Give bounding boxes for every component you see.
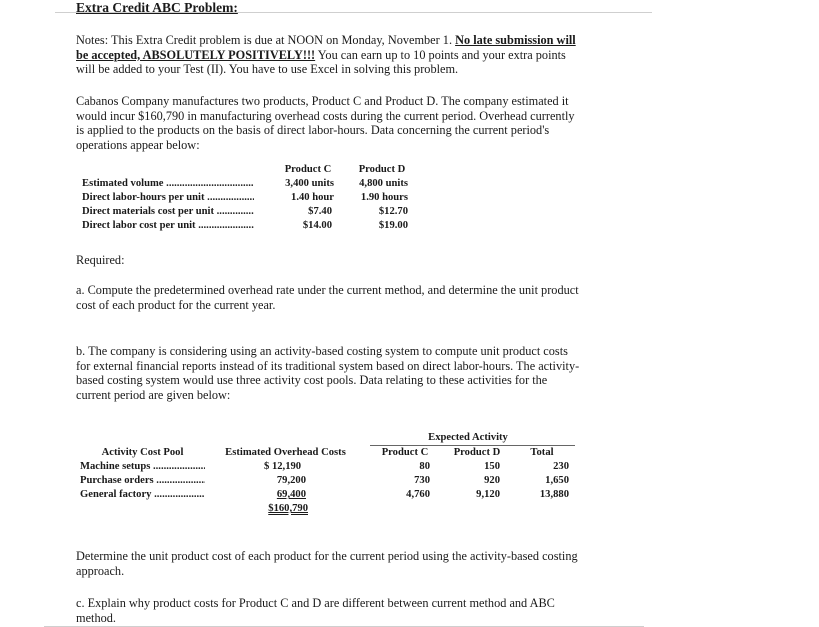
cell-product-c: 730 xyxy=(414,475,430,486)
cell-cost: 69,400 xyxy=(276,489,306,500)
row-label: Estimated volume ..... xyxy=(82,178,254,189)
intro-paragraph: Cabanos Company manufactures two products, Product C and Product D. The company estimated it would incur $160,790 in manufacturing overhead costs during the current period. Overhead currently is applied to the products on the basis of direct labor-hours. Data concerning the current period's operations appear below: xyxy=(76,94,575,152)
cell-product-c: $14.00 xyxy=(302,220,332,231)
part-b-paragraph: b. The company is considering using an activity-based costing system to compute unit product costs for external financial reports instead of its traditional system based on direct labor-hours. The activity-based costing system would use three activity cost pools. Data relating to these activities for the current period are given below: xyxy=(76,344,580,402)
page-title: Extra Credit ABC Problem: xyxy=(76,0,238,15)
cell-product-d: 150 xyxy=(484,461,500,472)
header-estimated-overhead: Estimated Overhead Costs xyxy=(225,447,346,458)
cell-product-d: 920 xyxy=(484,475,500,486)
notes-emphasis: No late submission will be accepted, ABSOLUTELY POSITIVELY!!! xyxy=(76,33,576,62)
cell-product-d: $19.00 xyxy=(378,220,408,231)
cell-product-d: 4,800 units xyxy=(359,178,408,189)
determine-paragraph: Determine the unit product cost of each product for the current period using the activity-based costing approach. xyxy=(76,549,578,578)
cell-product-c: $7.40 xyxy=(308,206,332,217)
part-c-paragraph: c. Explain why product costs for Product C and D are different between current method and ABC method. xyxy=(76,596,555,625)
row-label: General factory ..... xyxy=(80,489,205,500)
row-label: Direct materials cost per unit ..... xyxy=(82,206,254,217)
header-product-c: Product C xyxy=(284,164,332,175)
cell-cost: 79,200 xyxy=(276,475,306,486)
cell-product-c: 4,760 xyxy=(406,489,430,500)
row-label: Machine setups ..... xyxy=(80,461,205,472)
cell-product-d: $12.70 xyxy=(378,206,408,217)
cell-total: 230 xyxy=(553,461,569,472)
row-label: Direct labor-hours per unit ..... xyxy=(82,192,254,203)
header-total: Total xyxy=(530,447,554,458)
cell-product-d: 1.90 hours xyxy=(360,192,408,203)
cell-product-c: 1.40 hour xyxy=(291,192,334,203)
part-a-paragraph: a. Compute the predetermined overhead rate under the current method, and determine the unit product cost of each product for the current year. xyxy=(76,283,579,312)
cell-cost: $ 12,190 xyxy=(264,461,302,472)
cell-total: 13,880 xyxy=(539,489,569,500)
header-product-d: Product D xyxy=(453,447,501,458)
header-activity-cost-pool: Activity Cost Pool xyxy=(101,447,184,458)
row-label: Purchase orders ..... xyxy=(80,475,205,486)
cost-total: $160,790 xyxy=(268,503,308,514)
cell-total: 1,650 xyxy=(545,475,569,486)
cell-product-c: 80 xyxy=(419,461,430,472)
expected-activity-header: Expected Activity xyxy=(428,432,508,443)
notes-suffix: You can earn up to 10 points and your extra points will be added to your Test (II). You have to use Excel in solving this problem. xyxy=(76,47,566,77)
header-product-d: Product D xyxy=(358,164,406,175)
cell-product-c: 3,400 units xyxy=(285,178,334,189)
row-label: Direct labor cost per unit ..... xyxy=(82,220,254,231)
cell-product-d: 9,120 xyxy=(476,489,500,500)
header-product-c: Product C xyxy=(381,447,429,458)
notes-paragraph xyxy=(76,33,580,77)
group-header-rule xyxy=(370,445,575,446)
notes-prefix: Notes: This Extra Credit problem is due at NOON on Monday, November 1. xyxy=(76,33,456,47)
required-heading: Required: xyxy=(76,253,125,267)
